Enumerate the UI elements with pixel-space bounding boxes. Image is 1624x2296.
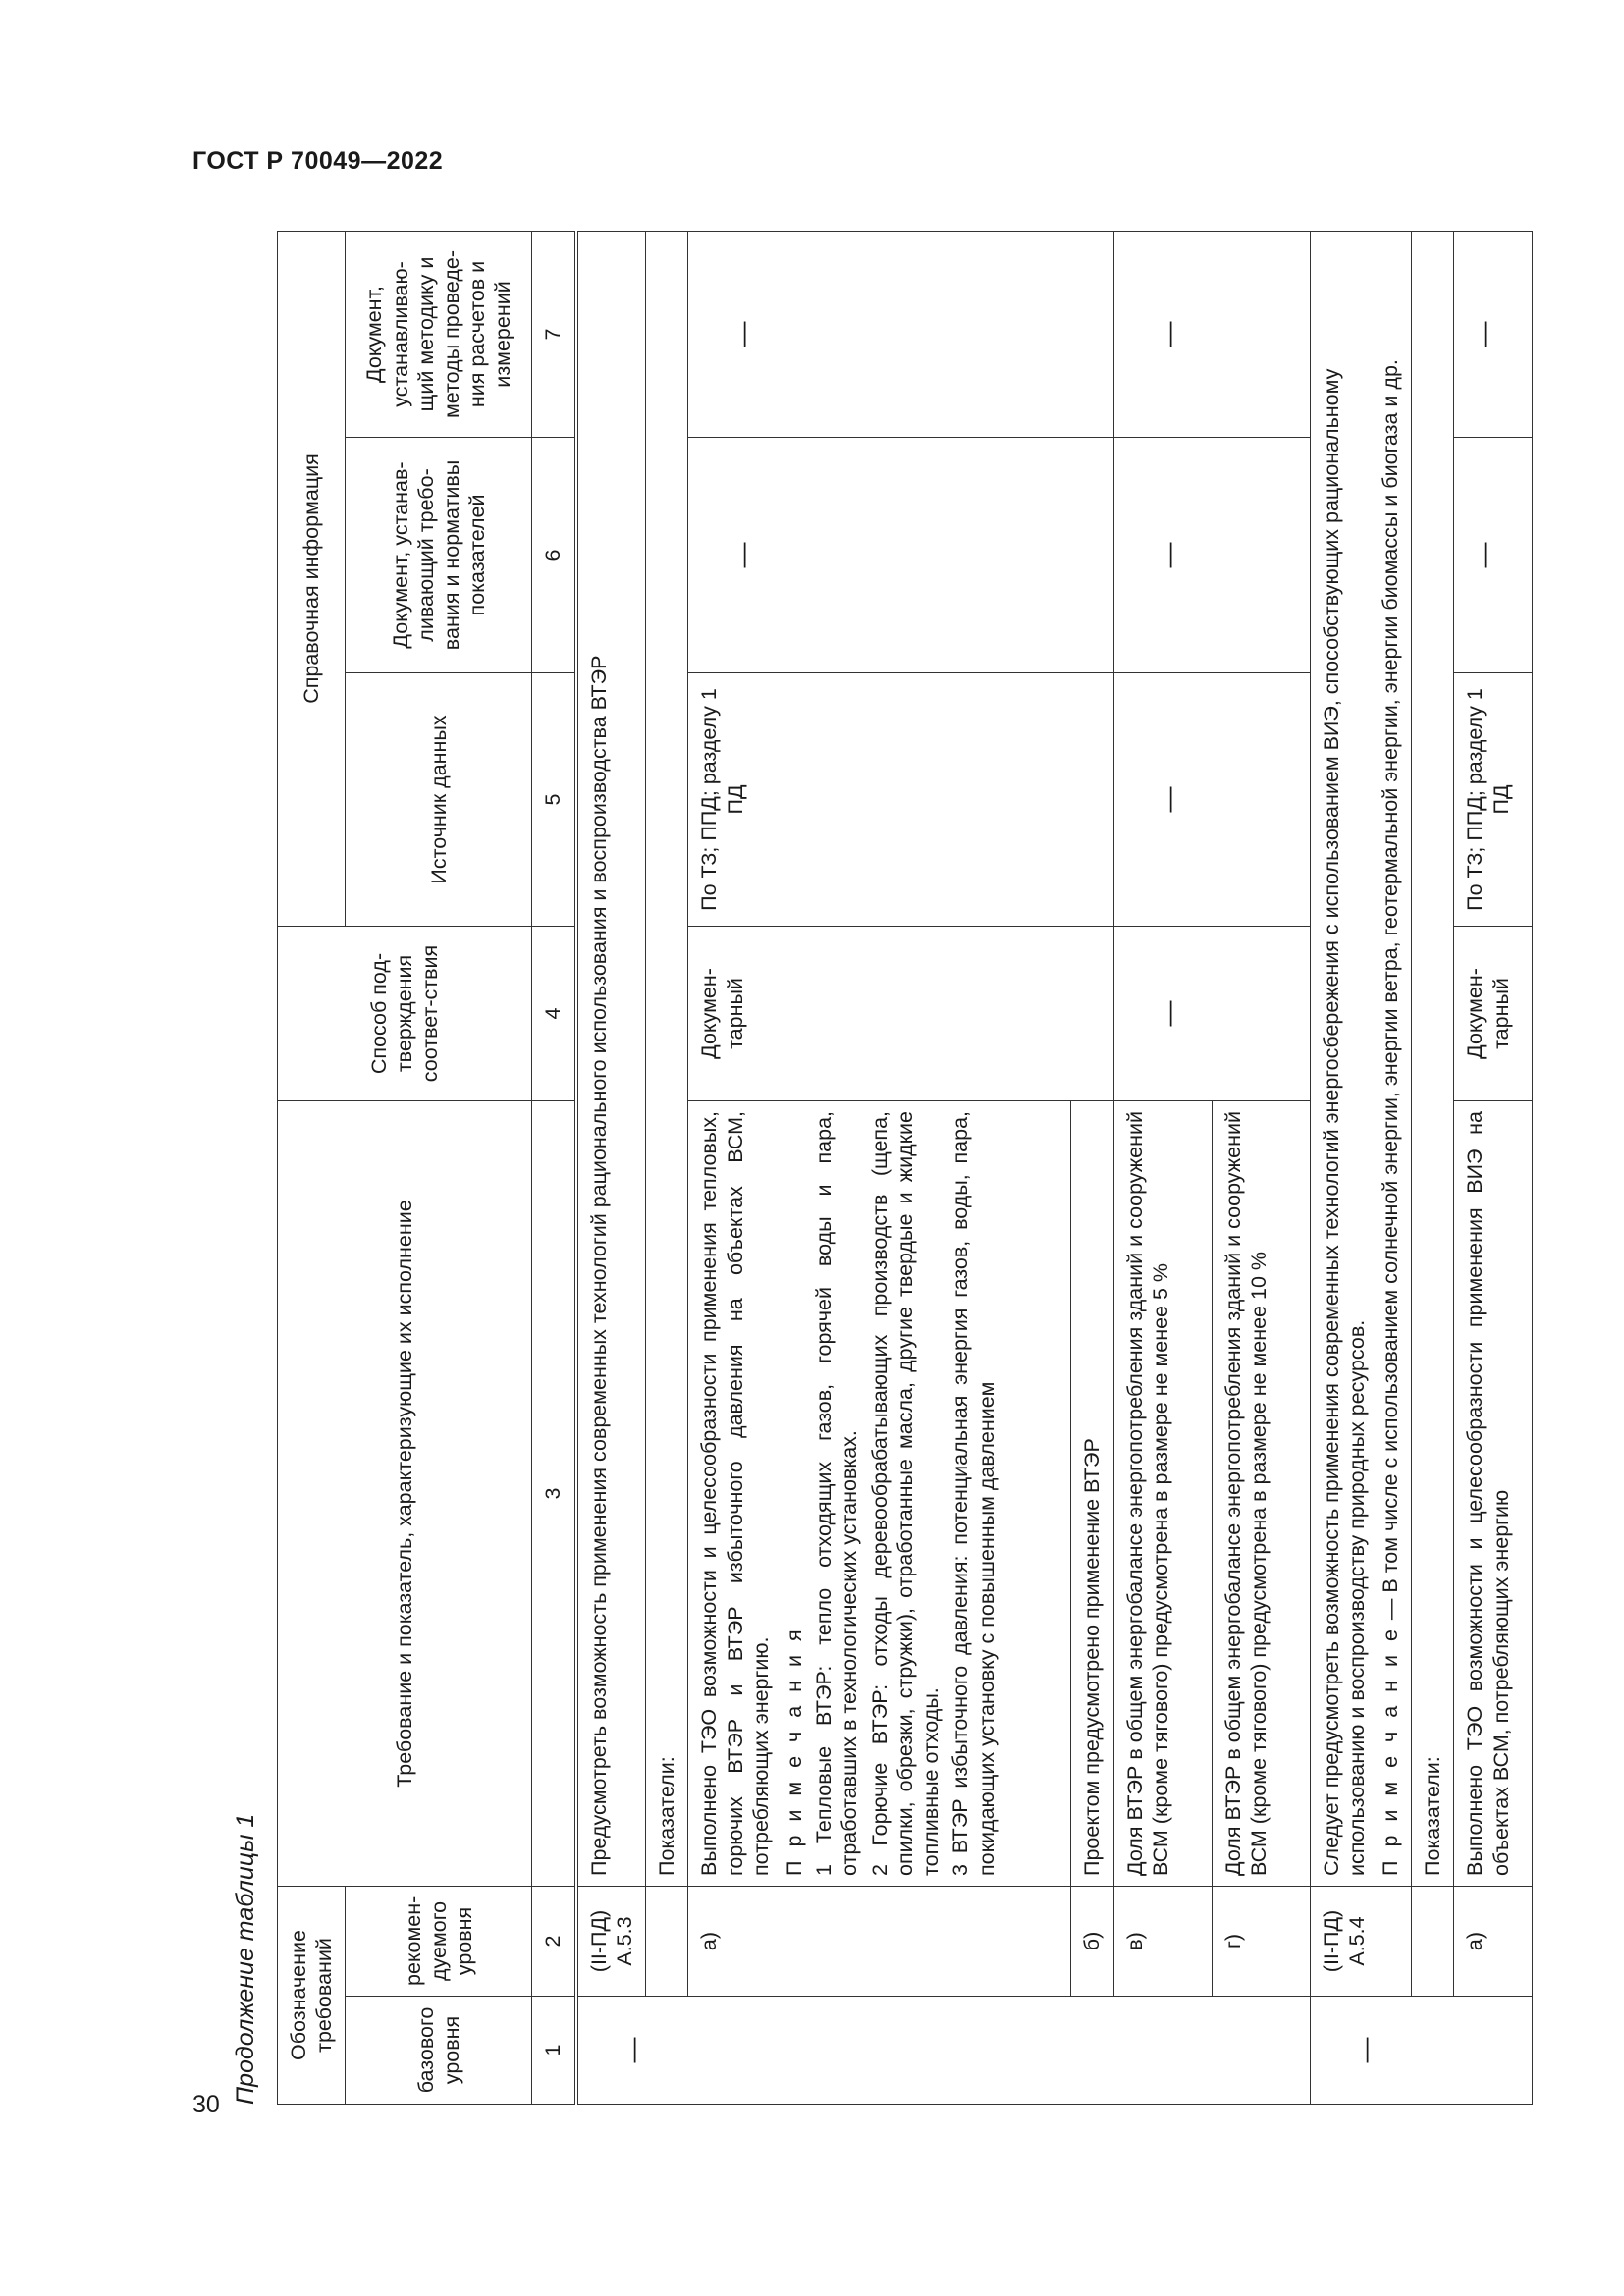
method-doc-dash: — [1454, 231, 1533, 437]
requirement-text: Проектом предусмотрено применение ВТЭР [1071, 1100, 1113, 1886]
note-2: 2 Горючие ВТЭР: отходы деревообрабатывающих производств (щепа, опилки, обрезки, стружки), отработанные масла, другие твердые и жидкие топливные отходы. [867, 1110, 944, 1876]
col-number: 4 [532, 926, 576, 1100]
header-designation: Обозначение требований [278, 1886, 346, 2104]
confirmation-method: Докумен-тарный [688, 926, 1113, 1100]
header-row-1 [278, 231, 346, 2104]
table-continuation-caption: Продолжение таблицы 1 [232, 1813, 259, 2105]
method-doc-cell: — [688, 231, 1113, 437]
document-header: ГОСТ Р 70049—2022 [192, 147, 444, 175]
section-title: Предусмотреть возможность применения современных технологий рационального использования и воспроизводства ВТЭР [576, 231, 646, 1886]
requirement-text: Доля ВТЭР в общем энергобалансе энергопотребления зданий и сооружений ВСМ (кроме тягового) предусмотрена в размере не менее 10 % [1212, 1100, 1310, 1886]
table-row [1113, 231, 1212, 2104]
section-title-cell [1310, 231, 1412, 1886]
data-source: По ТЗ; ППД; разделу 1 ПД [688, 672, 1113, 926]
column-numbers-row [532, 231, 576, 2104]
header-source: Источник данных [346, 672, 532, 926]
norm-doc-dash: — [1113, 437, 1310, 672]
section-a53-indicators-row [646, 231, 688, 2104]
requirements-table [277, 231, 1533, 2105]
header-recommended-level: рекомен-дуемого уровня [346, 1886, 532, 1996]
section-code: (II-ПД) А.5.3 [576, 1886, 646, 1996]
norm-doc-dash: — [1454, 437, 1533, 672]
table-row [688, 231, 1071, 2104]
base-level-cell: — [576, 1997, 1310, 2105]
item-label: г) [1212, 1886, 1310, 1996]
note-3: 3 ВТЭР избыточного давления: потенциальная энергия газов, воды, пара, покидающих установку с повышенным давлением [948, 1110, 999, 1876]
note-label: П р и м е ч а н и е [1378, 1626, 1402, 1876]
rotated-table-block [232, 232, 1513, 2105]
norm-doc-cell: — [688, 437, 1113, 672]
item-label: б) [1071, 1886, 1113, 1996]
section-a54-title-row [1310, 231, 1412, 2104]
page-number: 30 [192, 2091, 220, 2118]
indicators-label: Показатели: [1412, 231, 1454, 1886]
data-source: По ТЗ; ППД; разделу 1 ПД [1454, 672, 1533, 926]
confirmation-method: Докумен-тарный [1454, 926, 1533, 1100]
section-a54-indicators-row [1412, 231, 1454, 2104]
item-label: а) [1454, 1886, 1533, 1996]
notes-title: П р и м е ч а н и я [782, 1626, 806, 1876]
note-1: 1 Тепловые ВТЭР: тепло отходящих газов, горячей воды и пара, отработавших в технологических установках. [812, 1110, 862, 1876]
section-a53-title-row [576, 231, 646, 2104]
header-requirement: Требование и показатель, характеризующие их исполнение [278, 1100, 532, 1886]
col-number: 2 [532, 1886, 576, 1996]
header-method-doc: Документ, устанавливаю-щий методику и методы проведе-ния расчетов и измерений [346, 231, 532, 437]
section-code: (II-ПД) А.5.4 [1310, 1886, 1412, 1996]
requirement-text: Доля ВТЭР в общем энергобалансе энергопотребления зданий и сооружений ВСМ (кроме тягового) предусмотрена в размере не менее 5 % [1113, 1100, 1212, 1886]
item-label: а) [688, 1886, 1071, 1996]
col-number: 1 [532, 1997, 576, 2105]
empty-cell [646, 1886, 688, 1996]
confirmation-dash: — [1113, 926, 1310, 1100]
col-number: 6 [532, 437, 576, 672]
header-confirmation: Способ под-тверждения соответ-ствия [278, 926, 532, 1100]
requirement-text: Выполнено ТЭО возможности и целесообразности применения ВИЭ на объектах ВСМ, потребляющих энергию [1454, 1100, 1533, 1886]
header-norm-doc: Документ, устанав-ливающий требо-вания и нормативы показателей [346, 437, 532, 672]
requirement-body: Выполнено ТЭО возможности и целесообразности применения тепловых, горючих ВТЭР и ВТЭР избыточного давления на объектах ВСМ, потребляющих энергию. [697, 1110, 773, 1876]
indicators-label: Показатели: [646, 231, 688, 1886]
item-label: в) [1113, 1886, 1212, 1996]
header-reference: Справочная информация [278, 231, 346, 926]
base-level-cell: — [1310, 1997, 1533, 2105]
method-doc-dash: — [1113, 231, 1310, 437]
source-dash: — [1113, 672, 1310, 926]
section-title: Следует предусмотреть возможность применения современных технологий энергосбережения с использованием ВИЭ, способствующих рациональному использованию и воспроизводству природных ресурсов. [1319, 368, 1369, 1876]
table-row [1454, 231, 1533, 2104]
requirement-text [688, 1100, 1071, 1886]
col-number: 5 [532, 672, 576, 926]
empty-cell [1412, 1886, 1454, 1996]
note-text: — В том числе с использованием солнечной энергии, энергии ветра, геотермальной энергии, энергии биомассы и биогаза и др. [1378, 359, 1402, 1627]
section-note [1378, 241, 1403, 1876]
col-number: 3 [532, 1100, 576, 1886]
header-base-level: базового уровня [346, 1997, 532, 2105]
col-number: 7 [532, 231, 576, 437]
